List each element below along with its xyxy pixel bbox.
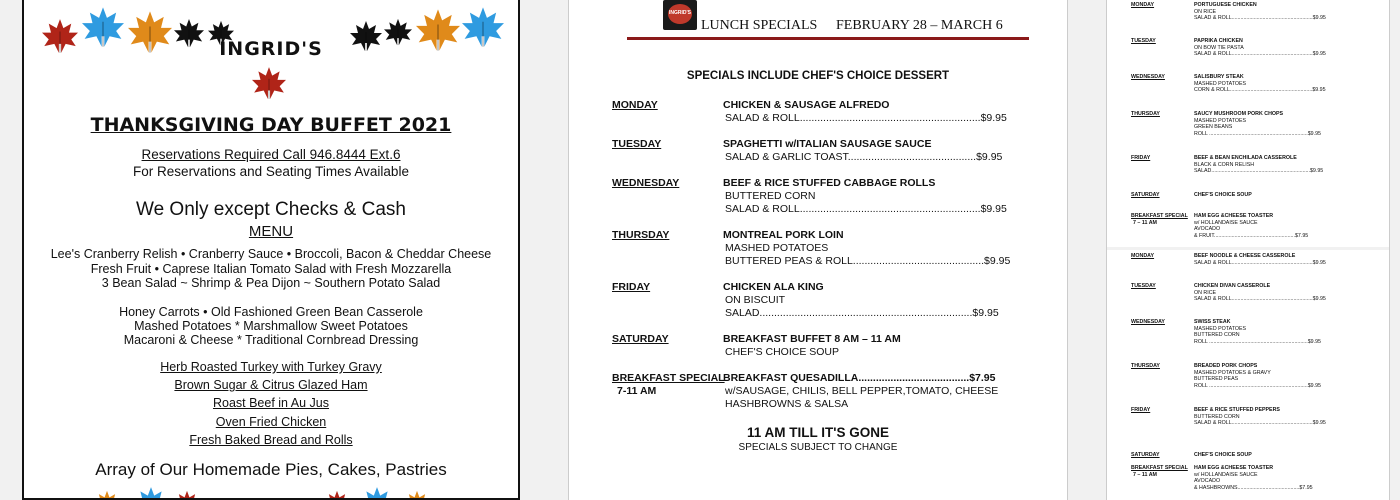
- thumb-day-label: FRIDAY: [1131, 155, 1151, 161]
- thumb-dish-line: HAM EGG &CHEESE TOASTER: [1194, 465, 1274, 471]
- page-break: [1107, 247, 1389, 250]
- footer-main: 11 AM TILL IT'S GONE: [747, 425, 889, 440]
- dish-name: CHICKEN ALA KING: [723, 281, 824, 293]
- thumb-day-label: SATURDAY: [1131, 192, 1160, 198]
- dish-name: BREAKFAST BUFFET 8 AM – 11 AM: [723, 333, 901, 345]
- thumb-dish-line: CHICKEN DIVAN CASSEROLE: [1194, 283, 1271, 289]
- thumb-day-label: FRIDAY: [1131, 407, 1151, 413]
- thumb-dish-line: ROLL ...................................................................$9.95: [1194, 130, 1321, 137]
- thumb-dish-line: SALAD & ROLL.......................................................$9.95: [1194, 51, 1326, 57]
- menu-heading: MENU: [248, 223, 294, 240]
- thumb-dish-line: MASHED POTATOES: [1194, 80, 1247, 87]
- thumb-day-label: BREAKFAST SPECIAL: [1131, 213, 1188, 219]
- day-label: BREAKFAST SPECIAL: [612, 372, 725, 384]
- thumb-dish-line: MASHED POTATOES: [1194, 117, 1247, 124]
- day-label: THURSDAY: [612, 229, 670, 241]
- logo: INGRID'S: [663, 0, 697, 30]
- thumb-day-label: TUESDAY: [1131, 38, 1156, 44]
- thumb-dish-line: SAUCY MUSHROOM PORK CHOPS: [1194, 111, 1284, 117]
- thumb-dish-line: CHEF'S CHOICE SOUP: [1194, 452, 1252, 458]
- side-dish-line: 3 Bean Salad ~ Shrimp & Pea Dijon ~ Southern Potato Salad: [101, 276, 441, 290]
- thumb-dish-line: SALAD...................................................................$9.95: [1194, 168, 1324, 174]
- desserts-line: Array of Our Homemade Pies, Cakes, Pastries: [95, 460, 447, 479]
- thumb-dish-line: SALISBURY STEAK: [1194, 74, 1244, 80]
- dish-name: BREAKFAST QUESADILLA......................................$7.95: [723, 372, 996, 384]
- thumb-dish-line: SALAD & ROLL.......................................................$9.95: [1194, 259, 1326, 266]
- dish-name: BEEF & RICE STUFFED CABBAGE ROLLS: [723, 177, 936, 189]
- dish-detail: CHEF'S CHOICE SOUP: [725, 346, 840, 358]
- thumb-dish-line: BUTTERED CORN: [1194, 413, 1240, 420]
- day-time-label: 7-11 AM: [617, 385, 657, 397]
- thumb-dish-line: MASHED POTATOES & GRAVY: [1194, 369, 1271, 376]
- thumb-day-time: 7 – 11 AM: [1133, 220, 1157, 226]
- day-label: SATURDAY: [612, 333, 669, 345]
- side-dish-line: Fresh Fruit • Caprese Italian Tomato Salad with Fresh Mozzarella: [90, 261, 452, 276]
- dish-detail: w/SAUSAGE, CHILIS, BELL PEPPER,TOMATO, CHEESE: [725, 385, 999, 397]
- dish-detail: SALAD & GARLIC TOAST............................................$9.95: [725, 151, 1003, 163]
- title-rule: [627, 37, 1029, 40]
- maple-leaf-icon: [324, 490, 350, 500]
- dish-detail: BUTTERED PEAS & ROLL.............................................$9.95: [725, 255, 1011, 267]
- maple-leaf-icon: [252, 66, 286, 100]
- day-label: MONDAY: [612, 99, 658, 111]
- thumb-dish-line: SALAD & ROLL.......................................................$9.95: [1194, 420, 1326, 426]
- thumb-day-label: WEDNESDAY: [1131, 319, 1165, 325]
- maple-leaf-icon: [174, 490, 200, 500]
- thumb-day-label: BREAKFAST SPECIAL: [1131, 465, 1188, 471]
- thumb-dish-line: CORN & ROLL........................................................$9.95: [1194, 87, 1326, 93]
- thumb-dish-line: & FRUIT.......................................................$7.95: [1194, 232, 1309, 239]
- thumb-dish-line: w/ HOLLANDAISE SAUCE: [1194, 471, 1258, 478]
- vegetable-line: Mashed Potatoes * Marshmallow Sweet Potatoes: [134, 319, 408, 333]
- day-label: FRIDAY: [612, 281, 651, 293]
- maple-leaf-icon: [134, 486, 168, 500]
- thumb-dish-line: BUTTERED PEAS: [1194, 376, 1239, 382]
- dish-detail: ON BISCUIT: [725, 294, 786, 306]
- reservations-line: Reservations Required Call 946.8444 Ext.6: [141, 147, 401, 162]
- specials-dates: FEBRUARY 28 – MARCH 6: [836, 18, 1003, 33]
- day-label: TUESDAY: [612, 138, 662, 150]
- payment-note: We Only except Checks & Cash: [136, 199, 406, 220]
- maple-leaf-icon: [404, 490, 430, 500]
- thumb-dish-line: ON RICE: [1194, 8, 1217, 15]
- seating-line: For Reservations and Seating Times Available: [133, 164, 409, 179]
- dish-detail: MASHED POTATOES: [725, 242, 829, 254]
- thumb-dish-line: SALAD & ROLL.......................................................$9.95: [1194, 15, 1326, 21]
- specials-subtitle: SPECIALS INCLUDE CHEF'S CHOICE DESSERT: [686, 70, 950, 82]
- thumb-dish-line: w/ HOLLANDAISE SAUCE: [1194, 219, 1258, 226]
- brand-name: INGRID'S: [219, 38, 323, 60]
- thumb-dish-line: MASHED POTATOES: [1194, 325, 1247, 332]
- thumb-day-label: MONDAY: [1131, 253, 1155, 259]
- maple-leaf-icon: [94, 490, 120, 500]
- day-label: WEDNESDAY: [612, 177, 680, 189]
- main-dish-line: Herb Roasted Turkey with Turkey Gravy: [160, 360, 382, 374]
- lunch-specials-page: [568, 0, 1068, 500]
- thumb-dish-line: GREEN BEANS: [1194, 124, 1233, 130]
- thumb-day-label: THURSDAY: [1131, 363, 1160, 369]
- main-dish-line: Roast Beef in Au Jus: [212, 396, 330, 411]
- dish-detail: SALAD & ROLL..............................................................$9.95: [725, 203, 1007, 215]
- thumb-day-label: SATURDAY: [1131, 452, 1160, 458]
- thumb-dish-line: PAPRIKA CHICKEN: [1194, 38, 1243, 44]
- thumb-dish-line: BEEF & RICE STUFFED PEPPERS: [1194, 407, 1280, 413]
- footer-sub: SPECIALS SUBJECT TO CHANGE: [738, 442, 898, 453]
- thumb-dish-line: AVOCADO: [1194, 478, 1221, 484]
- vegetable-line: Honey Carrots • Old Fashioned Green Bean Casserole: [119, 305, 423, 319]
- vegetable-line: Macaroni & Cheese * Traditional Cornbread Dressing: [123, 333, 419, 347]
- flyer-title: THANKSGIVING DAY BUFFET 2021: [90, 114, 452, 136]
- thumb-dish-line: ROLL ...................................................................$9.95: [1194, 338, 1321, 345]
- thumb-dish-line: AVOCADO: [1194, 226, 1221, 232]
- thumb-dish-line: SALAD & ROLL.......................................................$9.95: [1194, 296, 1326, 302]
- thumb-day-time: 7 – 11 AM: [1133, 472, 1157, 478]
- dish-detail: HASHBROWNS & SALSA: [725, 398, 849, 410]
- thumb-dish-line: & HASHBROWNS..........................................$7.95: [1194, 484, 1313, 491]
- specials-title: LUNCH SPECIALS: [701, 18, 818, 33]
- thanksgiving-flyer: [22, 0, 520, 500]
- dish-detail: SALAD & ROLL..............................................................$9.95: [725, 112, 1007, 124]
- main-dish-line: Oven Fried Chicken: [215, 414, 327, 429]
- dish-name: MONTREAL PORK LOIN: [723, 229, 844, 241]
- thumb-day-label: THURSDAY: [1131, 111, 1160, 117]
- main-dish-line: Brown Sugar & Citrus Glazed Ham: [174, 378, 368, 393]
- thumb-day-label: MONDAY: [1131, 2, 1155, 8]
- thumb-dish-line: BEEF & BEAN ENCHILADA CASSEROLE: [1194, 155, 1297, 161]
- dish-name: SPAGHETTI w/ITALIAN SAUSAGE SAUCE: [723, 138, 932, 150]
- thumb-dish-line: ROLL ...................................................................$9.95: [1194, 382, 1321, 389]
- thumb-dish-line: ON RICE: [1194, 289, 1217, 296]
- thumb-dish-line: BUTTERED CORN: [1194, 332, 1240, 338]
- main-dish-line: Fresh Baked Bread and Rolls: [189, 432, 353, 447]
- thumb-dish-line: BREADED PORK CHOPS: [1194, 363, 1258, 369]
- dish-detail: SALAD.........................................................................$9.95: [725, 307, 999, 319]
- thumb-dish-line: BLACK & CORN RELISH: [1194, 161, 1255, 168]
- thumb-dish-line: SWISS STEAK: [1194, 319, 1231, 325]
- thumb-dish-line: CHEF'S CHOICE SOUP: [1194, 192, 1252, 198]
- thumb-dish-line: HAM EGG &CHEESE TOASTER: [1194, 213, 1274, 219]
- thumb-dish-line: ON BOW TIE PASTA: [1194, 44, 1244, 51]
- side-dish-line: Lee's Cranberry Relish • Cranberry Sauce • Broccoli, Bacon & Cheddar Cheese: [50, 247, 492, 261]
- dish-detail: BUTTERED CORN: [725, 190, 816, 202]
- thumb-dish-line: PORTUGUESE CHICKEN: [1194, 2, 1257, 8]
- maple-leaf-icon: [360, 486, 394, 500]
- thumb-day-label: TUESDAY: [1131, 283, 1156, 289]
- thumb-dish-line: BEEF NOODLE & CHEESE CASSEROLE: [1194, 253, 1296, 259]
- dish-name: CHICKEN & SAUSAGE ALFREDO: [723, 99, 890, 111]
- thumb-day-label: WEDNESDAY: [1131, 74, 1165, 80]
- specials-thumbnail-page: [1106, 0, 1390, 500]
